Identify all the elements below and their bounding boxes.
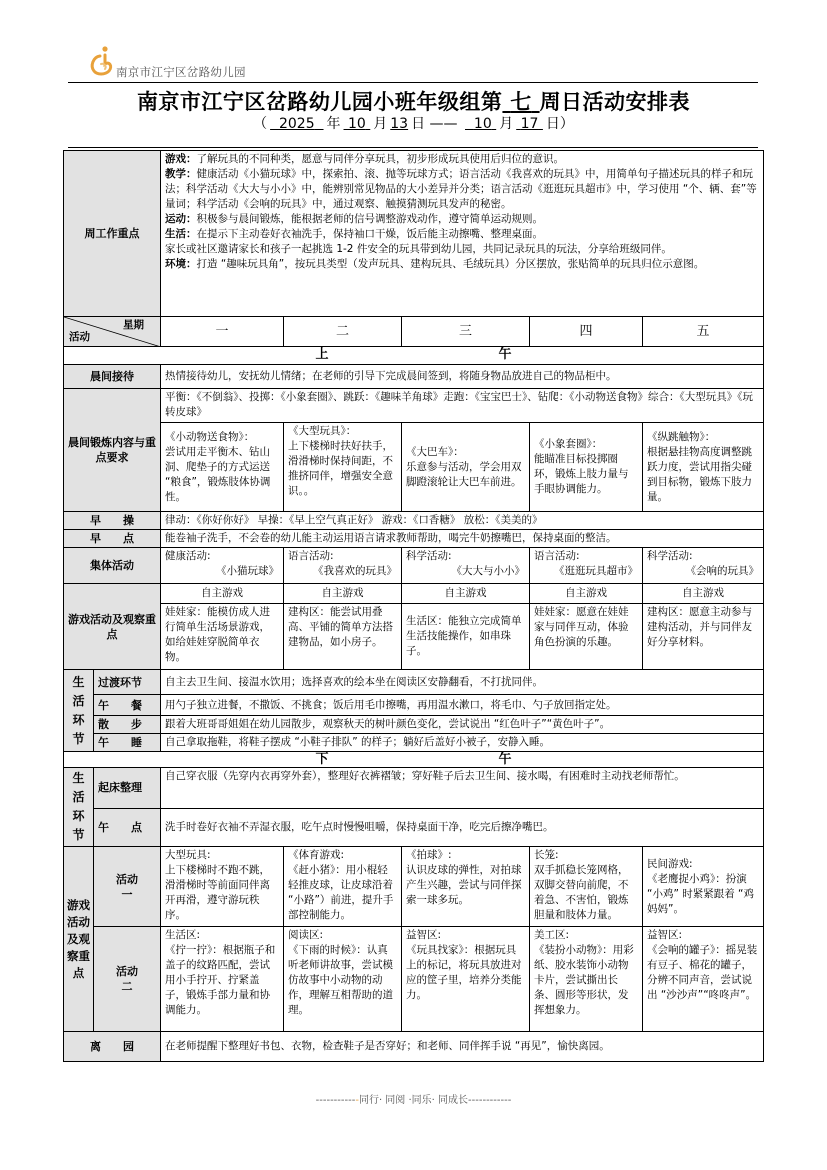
- morning-section-row: [64, 347, 764, 365]
- focus-life: 生活：在提示下主动卷好衣袖洗手，保持袖口干燥，饭后能主动擦嘴、整理桌面。: [165, 228, 543, 240]
- activity1-label: 活动 一: [94, 847, 161, 927]
- life-row-text: 自己拿取拖鞋，将鞋子摆成 “小鞋子排队” 的样子；躺好后盖好小被子，安静入睡。: [161, 734, 764, 752]
- activity1-cell: 大型玩具: 上下楼梯时不跑不跳，滑滑梯时等前面同伴离开再滑，遵守游玩秩序。: [161, 847, 284, 927]
- weekly-focus-label: 周工作重点: [64, 151, 161, 317]
- leave-label: 离 园: [64, 1032, 161, 1062]
- focus-game: 游戏：了解玩具的不同种类，愿意与同伴分享玩具，初步形成玩具使用后归位的意识。: [165, 153, 564, 165]
- play-detail-cell: 娃娃家：愿意在娃娃家与同伴互动，体验角色扮演的乐趣。: [530, 604, 643, 670]
- life-row: [64, 734, 764, 752]
- activity1-cell: 《拍球》: 认识皮球的弹性，对拍球产生兴趣，尝试与同伴探索一球多玩。: [402, 847, 530, 927]
- life-row: [64, 670, 764, 695]
- afternoon-life-label: 生 活 环 节: [64, 768, 94, 847]
- life-row-text: 自主去卫生间、接温水饮用；选择喜欢的绘本坐在阅读区安静翻看，不打扰同伴。: [161, 670, 764, 695]
- life-section-label: 生 活 环 节: [64, 670, 94, 752]
- group-activity-cell: 科学活动: 《大大与小小》: [402, 548, 530, 584]
- weekly-focus-row: [64, 151, 764, 317]
- activity-label: 活动: [69, 331, 90, 343]
- afternoon-life-row-text: 自己穿衣服（先穿内衣再穿外套），整理好衣裤褶皱；穿好鞋子后去卫生间、接水喝，有困难时主动找老师帮忙。: [161, 768, 764, 809]
- start-month: 10: [347, 116, 366, 132]
- exercise-summary-row: [64, 389, 764, 423]
- drills-label: 早 操: [64, 512, 161, 530]
- end-day: 17: [520, 116, 539, 132]
- logo-mark-icon: [88, 44, 118, 80]
- day-header: 四: [530, 317, 643, 347]
- exercise-day-cell: 《大巴车》： 乐意参与活动，学会用双脚蹬滚轮让大巴车前进。: [402, 423, 530, 512]
- focus-environment: 环境：打造 “趣味玩具角”，按玩具类型（发声玩具、建构玩具、毛绒玩具）分区摆放，张贴简单的玩具归位示意图。: [165, 258, 705, 270]
- title-divider: [68, 147, 758, 148]
- weekday-label: 星期: [123, 319, 144, 331]
- life-row-text: 用勺子独立进餐，不撒饭、不挑食；饭后用毛巾擦嘴，再用温水漱口，将毛巾、勺子放回指定处。: [161, 695, 764, 716]
- activity1-cell: 《体育游戏: 《赶小猪》：用小棍轻轻推皮球，让皮球沿着 “小路”）前进，提升手部控制能力。: [284, 847, 402, 927]
- activity2-cell: 阅读区: 《下雨的时候》：认真听老师讲故事，尝试模仿故事中小动物的动作，理解互相帮助的道理。: [284, 927, 402, 1032]
- focus-teaching: 教学：健康活动《小猫玩球》中，探索拍、滚、抛等玩球方式；语言活动《我喜欢的玩具》中，用简单句子描述玩具的样子和玩法；科学活动《大大与小小》中，能辨别常见物品的大小差异并分类；语言活动《逛逛玩具超市》中，学习使用 “个、辆、套”等量词；科学活动《会响的玩具》中，通过观察、触摸猜测玩具发声的秘密。: [165, 168, 757, 210]
- drills-text: 律动：《你好你好》 早操：《早上空气真正好》 游戏：《口香糖》 放松：《美美的》: [161, 512, 764, 530]
- leave-row: [64, 1032, 764, 1062]
- afternoon-life-row-label: 午 点: [94, 808, 161, 846]
- week-number: 七: [510, 90, 532, 114]
- exercise-day-cell: 《小动物送食物》： 尝试用走平衡木、钻山洞、爬垫子的方式运送 “粮食”，锻炼肢体协调性。: [161, 423, 284, 512]
- exercise-label: 晨间锻炼内容与重点要求: [64, 389, 161, 512]
- play-detail-cell: 建构区：愿意主动参与建构活动，并与同伴友好分享材料。: [643, 604, 764, 670]
- title-prefix: 南京市江宁区岔路幼儿园小班年级组第: [136, 90, 503, 114]
- footer-slogan: ------------同行· 同阅 ·同乐· 同成长------------: [315, 1095, 512, 1106]
- group-activity-cell: 科学活动: 《会响的玩具》: [643, 548, 764, 584]
- exercise-day-cell: 《大型玩具》： 上下楼梯时扶好扶手，滑滑梯时保持间距，不推挤同伴，增强安全意识。。: [284, 423, 402, 512]
- day-header: 五: [643, 317, 764, 347]
- activity2-label: 活动 二: [94, 927, 161, 1032]
- focus-family: 家长或社区邀请家长和孩子一起挑选 1-2 件安全的玩具带到幼儿园，共同记录玩具的玩法，分享给班级同伴。: [165, 243, 672, 255]
- leave-text: 在老师提醒下整理好书包、衣物，检查鞋子是否穿好；和老师、同伴挥手说 “再见”，愉快离园。: [161, 1032, 764, 1062]
- exercise-day-cell: 《纵跳触物》： 根据悬挂物高度调整跳跃力度，尝试用指尖碰到目标物，锻炼下肢力量。: [643, 423, 764, 512]
- afternoon-activity1-row: [64, 847, 764, 927]
- day-header: 三: [402, 317, 530, 347]
- exercise-day-cell: 《小象套圈》： 能瞄准目标投掷圈环，锻炼上肢力量与手眼协调能力。: [530, 423, 643, 512]
- group-activity-row: [64, 548, 764, 584]
- afternoon-activity2-row: [64, 927, 764, 1032]
- activity2-cell: 生活区: 《拧一拧》：根据瓶子和盖子的纹路匹配，尝试用小手拧开、拧紧盖子，锻炼手部力量和协调能力。: [161, 927, 284, 1032]
- activity1-cell: 长笼: 双手抓稳长笼网格，双脚交替向前爬，不着急、不害怕，锻炼胆量和肢体力量。: [530, 847, 643, 927]
- afternoon-life-row-label: 起床整理: [94, 768, 161, 809]
- play-label: 游戏活动及观察重点: [64, 584, 161, 670]
- end-month: 10: [473, 116, 492, 132]
- play-detail-cell: 建构区：能尝试用叠高、平铺的简单方法搭建物品，如小房子。: [284, 604, 402, 670]
- play-heading: 自主游戏: [530, 584, 643, 604]
- reception-text: 热情接待幼儿，安抚幼儿情绪；在老师的引导下完成晨间签到，将随身物品放进自己的物品柜中。: [161, 365, 764, 389]
- life-row-text: 跟着大班哥哥姐姐在幼儿园散步，观察秋天的树叶颜色变化，尝试说出 “红色叶子”“黄色叶子”。: [161, 716, 764, 734]
- play-detail-row: [64, 604, 764, 670]
- play-heading: 自主游戏: [643, 584, 764, 604]
- afternoon-section-row: [64, 752, 764, 768]
- start-day: 13: [390, 116, 409, 132]
- date-range: （ 2025 年 10 月 13 日 —— 10 月 17 日）: [253, 116, 574, 132]
- afternoon-life-row-text: 洗手时卷好衣袖不弄湿衣服，吃午点时慢慢咀嚼，保持桌面干净，吃完后擦净嘴巴。: [161, 808, 764, 846]
- focus-sport: 运动：积极参与晨间锻炼，能根据老师的信号调整游戏动作，遵守简单运动规则。: [165, 213, 543, 225]
- logo-text: 南京市江宁区岔路幼儿园: [116, 65, 246, 79]
- reception-label: 晨间接待: [64, 365, 161, 389]
- group-activity-cell: 语言活动: 《我喜欢的玩具》: [284, 548, 402, 584]
- play-detail-cell: 娃娃家：能模仿成人进行简单生活场景游戏，如给娃娃穿脱简单衣物。: [161, 604, 284, 670]
- drills-row: [64, 512, 764, 530]
- snack-text: 能卷袖子洗手，不会卷的幼儿能主动运用语言请求教师帮助，喝完牛奶擦嘴巴，保持桌面的整洁。: [161, 530, 764, 548]
- group-activity-cell: 语言活动: 《逛逛玩具超市》: [530, 548, 643, 584]
- day-header: 二: [284, 317, 402, 347]
- exercise-summary: 平衡：《不倒翁》、投掷：《小象套圈》、跳跃：《趣味羊角球》走跑：《宝宝巴士》、钻爬：《小动物送食物》综合：《大型玩具》《玩转皮球》: [161, 389, 764, 423]
- school-logo: [88, 44, 288, 80]
- morning-section-title: 上 午: [64, 347, 764, 365]
- afternoon-life-row: [64, 768, 764, 809]
- title-suffix: 周日活动安排表: [539, 90, 691, 114]
- play-heading-row: [64, 584, 764, 604]
- life-row-label: 午 餐: [94, 695, 161, 716]
- weekday-activity-corner: [64, 317, 161, 347]
- afternoon-life-row: [64, 808, 764, 846]
- snack-row: [64, 530, 764, 548]
- exercise-days-row: [64, 423, 764, 512]
- afternoon-play-label: 游戏 活动 及观 察重 点: [64, 847, 94, 1032]
- page-title: [60, 86, 767, 116]
- life-row: [64, 695, 764, 716]
- life-row-label: 过渡环节: [94, 670, 161, 695]
- weekly-focus-content: [161, 151, 764, 317]
- year-value: 2025: [278, 116, 315, 132]
- life-row-label: 散 步: [94, 716, 161, 734]
- schedule-table: [63, 150, 764, 1062]
- life-row: [64, 716, 764, 734]
- play-detail-cell: 生活区：能独立完成简单生活技能操作，如串珠子。: [402, 604, 530, 670]
- group-activity-label: 集体活动: [64, 548, 161, 584]
- activity2-cell: 益智区: 《玩具找家》：根据玩具上的标记，将玩具放进对应的筐子里，培养分类能力。: [402, 927, 530, 1032]
- day-header: 一: [161, 317, 284, 347]
- reception-row: [64, 365, 764, 389]
- activity2-cell: 益智区: 《会响的罐子》：摇晃装有豆子、棉花的罐子，分辨不同声音，尝试说出 “沙沙声”“咚咚声”。: [643, 927, 764, 1032]
- weekday-header-row: [64, 317, 764, 347]
- group-activity-cell: 健康活动: 《小猫玩球》: [161, 548, 284, 584]
- activity1-cell: 民间游戏: 《老鹰捉小鸡》：扮演 “小鸡” 时紧紧跟着 “鸡妈妈”。: [643, 847, 764, 927]
- header-divider: [68, 82, 758, 83]
- play-heading: 自主游戏: [161, 584, 284, 604]
- life-row-label: 午 睡: [94, 734, 161, 752]
- activity2-cell: 美工区: 《装扮小动物》：用彩纸、胶水装饰小动物卡片，尝试撕出长条、圆形等形状，发挥想象力。: [530, 927, 643, 1032]
- play-heading: 自主游戏: [284, 584, 402, 604]
- play-heading: 自主游戏: [402, 584, 530, 604]
- snack-label: 早 点: [64, 530, 161, 548]
- afternoon-section-title: 下 午: [64, 752, 764, 768]
